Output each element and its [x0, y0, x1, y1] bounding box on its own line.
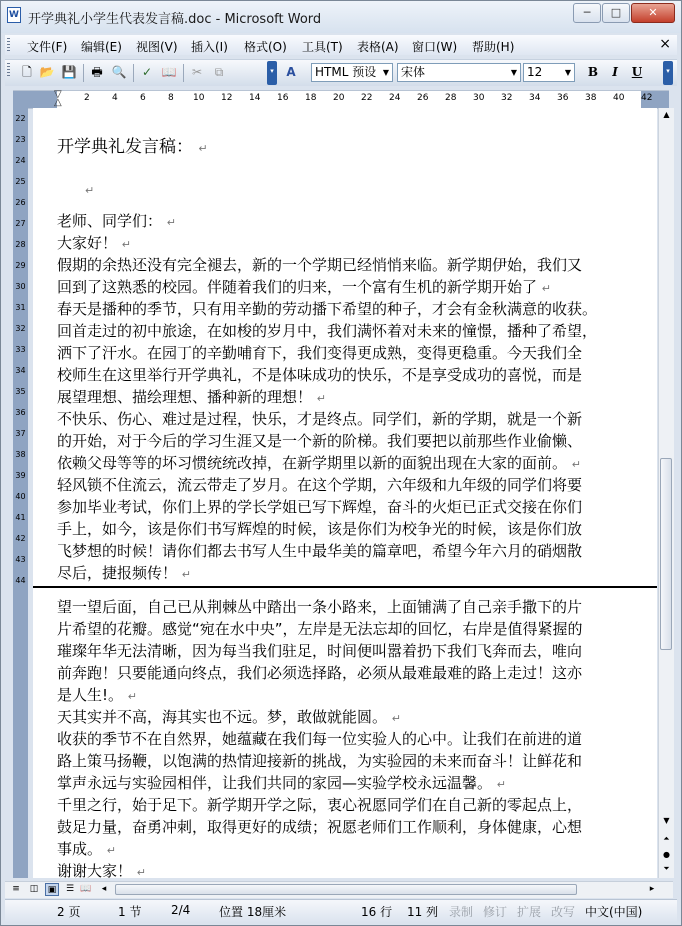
doc-line[interactable]: 鼓足力量，奋勇冲刺，取得更好的成绩；祝愿老师们工作顺利，身体健康，心想 [57, 818, 583, 836]
ruler-tick: 36 [557, 93, 569, 103]
vruler-tick: 27 [15, 219, 26, 228]
vruler-tick: 24 [15, 156, 26, 165]
vruler-tick: 37 [15, 429, 26, 438]
doc-line[interactable]: 天其实并不高，海其实也不远。梦，敢做就能圆。 ↵ [57, 708, 402, 726]
chevron-down-icon[interactable]: ▼ [564, 68, 572, 77]
toolbar-options-chevron-icon[interactable]: ▾ [267, 61, 277, 85]
status-bar [5, 899, 677, 922]
ruler-tick: 40 [613, 93, 625, 103]
vruler-tick: 36 [15, 408, 26, 417]
vruler-tick: 29 [15, 261, 26, 270]
doc-line[interactable]: 大家好！ ↵ [57, 234, 132, 252]
menu-grip-handle[interactable] [7, 38, 10, 52]
copy-icon[interactable]: ⧉ [214, 65, 224, 79]
vruler-tick: 34 [15, 366, 26, 375]
reading-layout-view-icon[interactable]: 📖 [80, 884, 92, 894]
italic-button[interactable]: I [612, 65, 618, 79]
menu-edit[interactable]: 编辑(E) [81, 40, 122, 54]
normal-view-icon[interactable]: ≡ [12, 884, 20, 894]
vertical-scrollbar[interactable] [658, 108, 674, 878]
vertical-ruler[interactable] [13, 108, 28, 878]
title-bar [1, 1, 681, 33]
horizontal-scrollbar[interactable] [5, 881, 673, 898]
underline-button[interactable]: U [631, 65, 643, 79]
doc-line[interactable]: 璀璨年华无法清晰，因为每当我们驻足，时间便叫嚣着扔下我们飞奔而去，唯向 [57, 642, 583, 660]
browse-object-icon[interactable]: ● [663, 850, 670, 859]
vruler-tick: 32 [15, 324, 26, 333]
maximize-button[interactable]: □ [602, 3, 630, 23]
ruler-tick: 28 [445, 93, 457, 103]
print-preview-icon[interactable]: 🔍 [111, 65, 127, 79]
empty-paragraph[interactable]: ↵ [85, 184, 95, 197]
doc-line[interactable]: 手上，如今，该是你们书写辉煌的时候，该是你们为校争光的时候，该是你们放 [57, 520, 583, 538]
font-size-value: 12 [527, 65, 543, 79]
ruler-tick: 34 [529, 93, 541, 103]
doc-line[interactable]: 事成。 ↵ [57, 840, 117, 858]
spelling-icon[interactable]: ✓ [141, 65, 153, 79]
doc-line[interactable]: 片希望的花瓣。感觉“宛在水中央”，左岸是无法忘却的回忆，右岸是值得紧握的 [57, 620, 583, 638]
font-combo[interactable] [397, 63, 521, 82]
ruler-tick: 20 [333, 93, 345, 103]
close-window-button[interactable]: ✕ [631, 3, 675, 23]
doc-line[interactable]: 展望理想、描绘理想、播种新的理想！ ↵ [57, 388, 327, 406]
vruler-tick: 28 [15, 240, 26, 249]
vruler-tick: 35 [15, 387, 26, 396]
doc-line[interactable]: 飞梦想的时候！请你们都去书写人生中最华美的篇章吧，希望今年六月的硝烟散 [57, 542, 583, 560]
toolbar-options-chevron-icon[interactable]: ▾ [663, 61, 673, 85]
outline-view-icon[interactable]: ☰ [65, 884, 75, 894]
new-document-icon[interactable]: 🗋 [22, 65, 32, 79]
vruler-tick: 40 [15, 492, 26, 501]
vruler-tick: 39 [15, 471, 26, 480]
vruler-tick: 43 [15, 555, 26, 564]
status-page: 2 页 [57, 905, 81, 919]
vruler-tick: 42 [15, 534, 26, 543]
cut-icon[interactable]: ✂ [191, 65, 203, 79]
doc-line[interactable]: 掌声永远与实验园相伴，让我们共同的家园—实验学校永远温馨。 ↵ [57, 774, 507, 792]
doc-line[interactable]: 路上策马扬鞭，以饱满的热情迎接新的挑战，为实验园的未来而奋斗！让鲜花和 [57, 752, 583, 770]
menu-table[interactable]: 表格(A) [357, 40, 399, 54]
toolbar-separator [83, 64, 84, 82]
status-section: 1 节 [118, 905, 142, 919]
ruler-tick: 38 [585, 93, 597, 103]
scroll-right-arrow-icon[interactable]: ▸ [649, 884, 655, 894]
formatting-toolbar [5, 59, 677, 86]
ruler-tick: 16 [277, 93, 289, 103]
web-layout-view-icon[interactable]: ◫ [29, 884, 39, 894]
scroll-left-arrow-icon[interactable]: ◂ [101, 884, 107, 894]
doc-line[interactable]: 校师生在这里举行开学典礼，不是体味成功的快乐，不是享受成功的喜悦，而是 [57, 366, 583, 384]
styles-pane-icon[interactable]: A [286, 65, 296, 79]
next-page-icon[interactable]: ⏷ [663, 864, 670, 873]
status-extend[interactable]: 扩展 [517, 905, 542, 919]
indent-marker-icon[interactable]: ▽ △ [54, 89, 62, 108]
ruler-tick: 24 [389, 93, 401, 103]
doc-line[interactable]: 前奔跑！只要能通向终点，我们必须选择路，必须从最难最难的路上走过！这亦 [57, 664, 583, 682]
doc-line[interactable]: 春天是播种的季节，只有用辛勤的劳动播下希望的种子，才会有金秋满意的收获。 [57, 300, 598, 318]
doc-line[interactable]: 尽后，捷报频传！ ↵ [57, 564, 192, 582]
status-record[interactable]: 录制 [449, 905, 474, 919]
doc-line[interactable]: 回到了这熟悉的校园。伴随着我们的归来，一个富有生机的新学期开始了 ↵ [57, 278, 552, 296]
doc-line[interactable]: 望一望后面，自己已从荆棘丛中踏出一条小路来，上面铺满了自己亲手撒下的片 [57, 598, 583, 616]
ruler-tick: 30 [473, 93, 485, 103]
print-icon[interactable]: 🖶 [91, 65, 103, 79]
toolbar-separator [133, 64, 134, 82]
page-boundary-line [33, 586, 657, 588]
vertical-scroll-thumb[interactable] [660, 458, 672, 650]
status-column: 11 列 [407, 905, 439, 919]
doc-title[interactable]: 开学典礼发言稿： ↵ [57, 137, 208, 157]
vruler-tick: 41 [15, 513, 26, 522]
research-icon[interactable]: 📖 [161, 65, 177, 79]
doc-line[interactable]: 不快乐、伤心、难过是过程，快乐，才是终点。同学们，新的学期，就是一个新 [57, 410, 583, 428]
doc-line[interactable]: 轻风锁不住流云，流云带走了岁月。在这个学期，六年级和九年级的同学们将要 [57, 476, 583, 494]
doc-line[interactable]: 参加毕业考试，你们上界的学长学姐已写下辉煌，奋斗的火炬已正式交接在你们 [57, 498, 583, 516]
ruler-tick: 6 [140, 93, 146, 103]
vruler-tick: 22 [15, 114, 26, 123]
status-language[interactable]: 中文(中国) [585, 905, 643, 919]
vruler-tick: 31 [15, 303, 26, 312]
status-overtype[interactable]: 改写 [551, 905, 576, 919]
ruler-tick: 32 [501, 93, 513, 103]
page-break [33, 586, 657, 596]
ruler-tick: 2 [84, 93, 90, 103]
doc-line[interactable]: 千里之行，始于足下。新学期开学之际，衷心祝愿同学们在自己新的零起点上， [57, 796, 583, 814]
ruler-tick: 12 [221, 93, 233, 103]
ruler-tick: 26 [417, 93, 429, 103]
ruler-tick: 8 [168, 93, 174, 103]
previous-page-icon[interactable]: ⏶ [663, 834, 670, 843]
ruler-tick: 22 [361, 93, 373, 103]
status-line: 16 行 [361, 905, 393, 919]
bold-button[interactable]: B [587, 65, 599, 79]
menu-format[interactable]: 格式(O) [244, 40, 287, 54]
vruler-tick: 30 [15, 282, 26, 291]
doc-line[interactable]: 是人生!。 ↵ [57, 686, 138, 704]
ruler-tick: 42 [641, 93, 653, 103]
ruler-tick: 10 [193, 93, 205, 103]
horizontal-scroll-thumb[interactable] [115, 884, 577, 895]
doc-line[interactable]: 依赖父母等等的坏习惯统统改掉，在新学期里以新的面貌出现在大家的面前。 ↵ [57, 454, 582, 472]
document-canvas[interactable] [33, 108, 657, 878]
word-app-icon[interactable]: W [7, 7, 21, 23]
print-layout-view-icon[interactable]: ▣ [45, 883, 59, 896]
vruler-tick: 33 [15, 345, 26, 354]
ruler-tick: 18 [305, 93, 317, 103]
save-icon[interactable]: 💾 [61, 65, 77, 79]
menu-view[interactable]: 视图(V) [136, 40, 178, 54]
vruler-tick: 25 [15, 177, 26, 186]
menu-bar [5, 35, 677, 55]
scroll-up-arrow-icon[interactable]: ▲ [663, 110, 670, 119]
style-combo[interactable] [311, 63, 393, 82]
vruler-tick: 23 [15, 135, 26, 144]
vruler-tick: 44 [15, 576, 26, 585]
ruler-tick: 14 [249, 93, 261, 103]
vruler-tick: 26 [15, 198, 26, 207]
doc-line[interactable]: 谢谢大家！ ↵ [57, 862, 147, 878]
horizontal-ruler[interactable] [13, 90, 669, 109]
menu-window[interactable]: 窗口(W) [412, 40, 458, 54]
doc-line[interactable]: 收获的季节不在自然界，她蕴藏在我们每一位实验人的心中。让我们在前进的道 [57, 730, 583, 748]
status-track-changes[interactable]: 修订 [483, 905, 508, 919]
menu-insert[interactable]: 插入(I) [191, 40, 228, 54]
toolbar-separator [183, 64, 184, 82]
minimize-button[interactable]: ─ [573, 3, 601, 23]
menu-tools[interactable]: 工具(T) [302, 40, 343, 54]
close-document-icon[interactable]: × [659, 36, 671, 52]
ruler-tick: 4 [112, 93, 118, 103]
chevron-down-icon[interactable]: ▼ [382, 68, 390, 77]
menu-help[interactable]: 帮助(H) [472, 40, 515, 54]
menu-file[interactable]: 文件(F) [27, 40, 68, 54]
font-value: 宋体 [401, 65, 426, 79]
doc-line[interactable]: 回首走过的初中旅途，在如梭的岁月中，我们满怀着对未来的憧憬，播种了希望， [57, 322, 598, 340]
scroll-down-arrow-icon[interactable]: ▼ [663, 816, 670, 825]
vruler-tick: 38 [15, 450, 26, 459]
open-folder-icon[interactable]: 📂 [39, 65, 55, 79]
style-value: HTML 预设 [315, 65, 377, 79]
font-size-combo[interactable] [523, 63, 575, 82]
status-position: 位置 18厘米 [219, 905, 287, 919]
doc-line[interactable]: 洒下了汗水。在园丁的辛勤哺育下，我们变得更成熟，变得更稳重。今天我们全 [57, 344, 583, 362]
status-page-count: 2/4 [171, 903, 191, 917]
toolbar-grip-handle[interactable] [7, 63, 10, 77]
doc-line[interactable]: 的开始，对于今后的学习生涯又是一个新的阶梯。我们要把以前那些作业偷懒、 [57, 432, 583, 450]
doc-line[interactable]: 假期的余热还没有完全褪去，新的一个学期已经悄悄来临。新学期伊始，我们又 [57, 256, 583, 274]
chevron-down-icon[interactable]: ▼ [510, 68, 518, 77]
doc-line[interactable]: 老师、同学们： ↵ [57, 212, 177, 230]
window-title: 开学典礼小学生代表发言稿.doc - Microsoft Word [28, 12, 322, 27]
ruler-left-margin [13, 91, 57, 108]
